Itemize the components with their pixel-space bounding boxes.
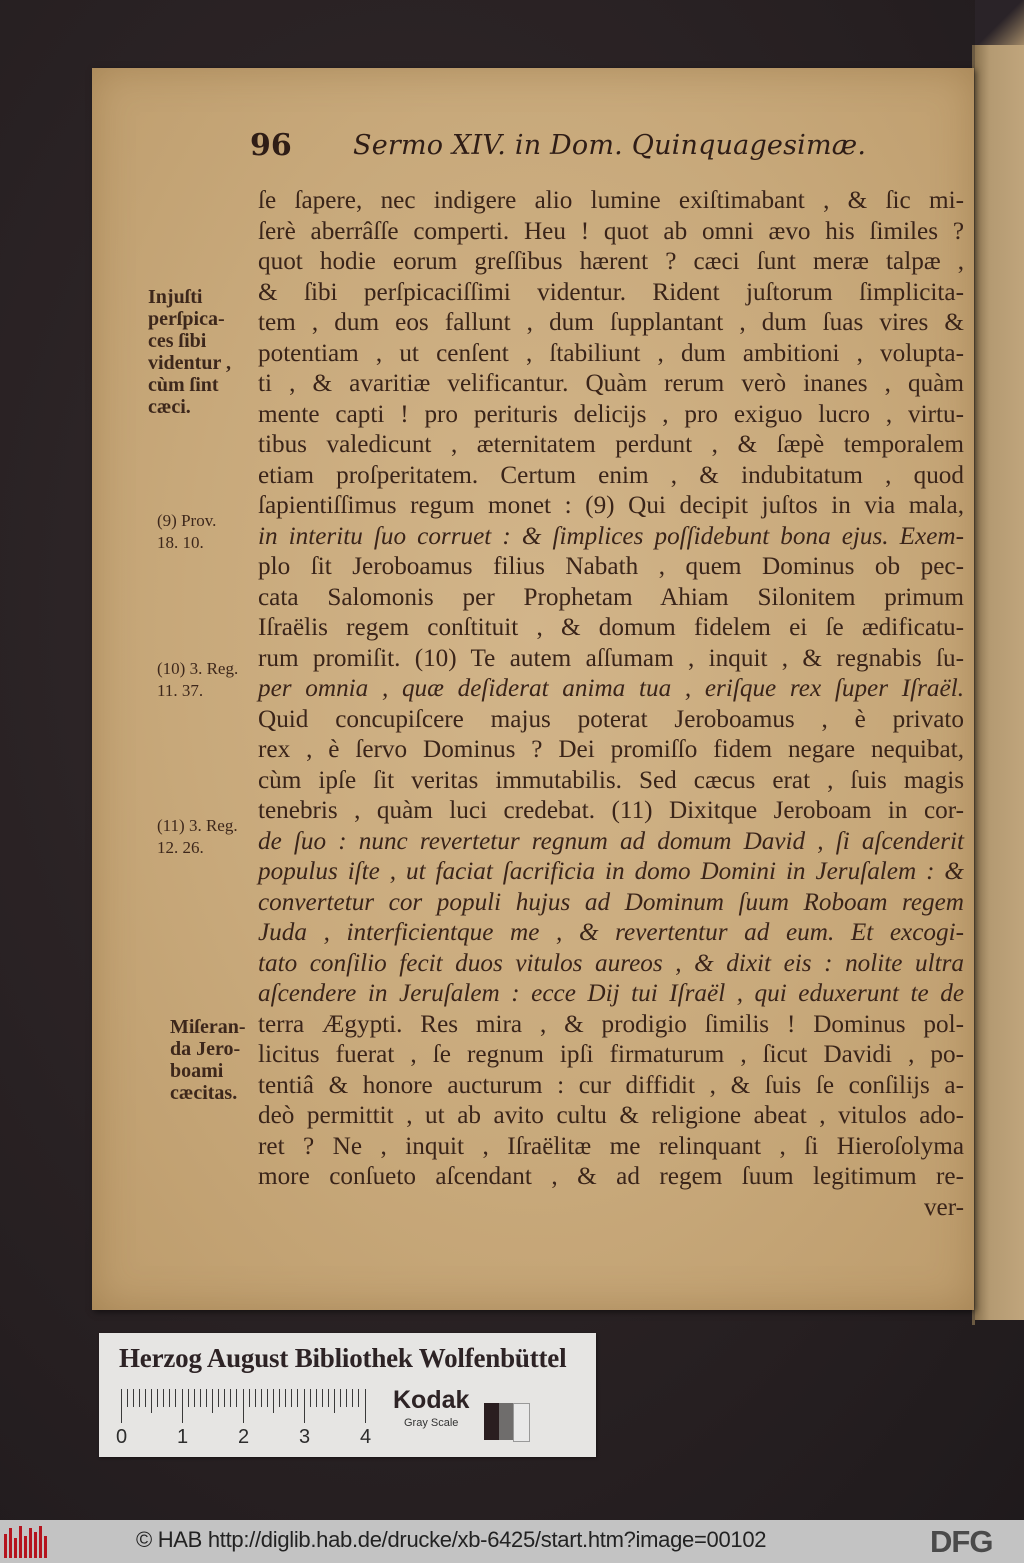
swatch-white [513,1403,530,1442]
swatch-gray [499,1403,514,1440]
margin-note-injusti: Injuſti perſpica- ces ſibi videntur , cùm ſint cæci. [148,286,231,418]
copyright-url[interactable]: © HAB http://diglib.hab.de/drucke/xb-6425/start.htm?image=00102 [136,1527,767,1552]
library-label-card [99,1333,596,1457]
text-line: tem , dum eos fallunt , dum ſupplantant , dum ſuas vires & [258,309,964,336]
text-line: terra Ægypti. Res mira , & prodigio ſimilis ! Dominus pol- [258,1010,964,1038]
text-line: ret ? Ne , inquit , Iſraëlitæ me relinquant , ſi Hieroſolyma [258,1132,964,1160]
body-text [258,186,964,1223]
text-line-italic: populus iſte , ut faciat ſacrificia in domo Domini in Jeruſalem : & [258,858,964,885]
text-line: quot hodie eorum greſſibus hærent ? cæci ſunt meræ talpæ , [258,248,964,275]
kodak-logo: Kodak [393,1386,470,1414]
hab-logo-icon [4,1526,48,1558]
text-line: ſe ſapere, nec indigere alio lumine exiſtimabant , & ſic mi- [258,187,964,214]
margin-ref-3reg-11: (10) 3. Reg. 11. 37. [157,659,239,700]
ruler-label: 4 [360,1426,372,1448]
ruler-label: 0 [116,1426,128,1448]
text-line: etiam proſperitatem. Certum enim , & indubitatum , quod [258,461,964,489]
text-line: more conſueto aſcendant , & ad regem ſuum legitimum re- [258,1163,964,1190]
facing-page-edge [975,0,1024,1320]
text-line: cata Salomonis per Prophetam Ahiam Silonitem primum [258,583,964,611]
ruler-label: 3 [299,1426,311,1448]
text-line: rum promiſit. (10) Te autem aſſumam , inquit , & regnabis ſu- [258,644,964,672]
text-line: Quid concupiſcere majus poterat Jeroboamus , è privato [258,705,964,733]
text-line: deò permittit , ut ab avito cultu & religione abeat , vitulos ado- [258,1102,964,1129]
gray-scale-swatches [484,1403,530,1440]
text-line: tentiâ & honore aucturum : cur diffidit , & ſuis ſe conſilijs a- [258,1071,964,1099]
text-line-italic: tato conſilio fecit duos vitulos aureos , & dixit eis : nolite ultra [258,949,964,977]
text-line: rex , è ſervo Dominus ? Dei promiſſo fidem negare nequibat, [258,736,964,763]
text-line-italic: convertetur cor populi hujus ad Dominum ſuum Roboam regem [258,888,964,916]
text-line: ſerè aberrâſſe comperti. Heu ! quot ab omni ævo his ſimiles ? [258,217,964,245]
text-line: potentiam , ut cenſent , ſtabiliunt , dum ambitioni , volupta- [258,339,964,367]
page-number: 96 [250,128,292,163]
gray-scale-label: Gray Scale [404,1417,459,1429]
margin-ref-3reg-12: (11) 3. Reg. 12. 26. [157,816,238,857]
text-line: cùm ipſe ſit veritas immutabilis. Sed cæcus erat , ſuis magis [258,766,964,794]
library-name: Herzog August Bibliothek Wolfenbüttel [119,1343,567,1373]
running-head [250,128,890,172]
text-line-italic: in interitu ſuo corruet : & ſimplices poſſidebunt bona ejus. Exem- [258,522,964,550]
catchword: ver- [923,1193,964,1221]
text-line: tibus valedicunt , æternitatem perdunt , & ſæpè temporalem [258,431,964,458]
swatch-black [484,1403,499,1440]
facing-page-corner [975,0,1024,45]
text-line-italic: Juda , interficientque me , & revertentur ad eum. Et excogi- [258,919,964,946]
text-line: mente capti ! pro perituris delicijs , pro exiguo lucro , virtu- [258,400,964,428]
text-line: licitus fuerat , ſe regnum ipſi firmaturum , ſicut Davidi , po- [258,1041,964,1068]
text-line-italic: per omnia , quæ deſiderat anima tua , eriſque rex ſuper Iſraël. [258,675,964,702]
ruler-label: 2 [238,1426,250,1448]
text-line: plo ſit Jeroboamus filius Nabath , quem Dominus ob pec- [258,553,964,580]
text-line-italic: de ſuo : nunc revertetur regnum ad domum David , ſi aſcenderit [258,827,964,855]
margin-note-miseranda: Miſeran- da Jero- boami cæcitas. [170,1016,246,1104]
ruler-label: 1 [177,1426,189,1448]
text-line-italic: aſcendere in Jeruſalem : ecce Dij tui Iſraël , qui eduxerunt te de [258,980,964,1007]
text-line: ſapientiſſimus regum monet : (9) Qui decipit juſtos in via mala, [258,492,964,519]
text-line: ti , & avaritiæ velificantur. Quàm rerum verò inanes , quàm [258,370,964,397]
running-head-title: Sermo XIV. in Dom. Quinquagesimæ. [353,130,867,161]
footer-bar [0,1520,1024,1563]
text-line: tenebris , quàm luci credebat. (11) Dixitque Jeroboam in cor- [258,797,964,824]
dfg-logo: DFG [930,1524,993,1559]
text-line: & ſibi perſpicaciſſimi videntur. Rident juſtorum ſimplicita- [258,278,964,306]
text-line: Iſraëlis regem conſtituit , & domum fidelem ei ſe ædificatu- [258,614,964,641]
measurement-ruler [116,1389,372,1448]
margin-ref-prov: (9) Prov. 18. 10. [157,511,217,552]
